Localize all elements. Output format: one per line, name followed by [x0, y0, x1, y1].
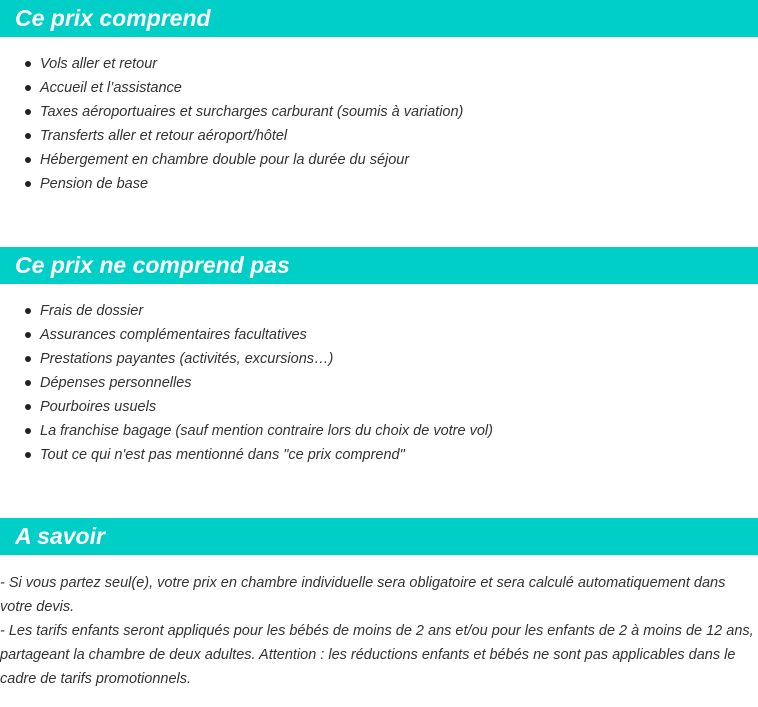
list-item-label: Pension de base — [40, 176, 149, 192]
included-list — [0, 52, 463, 196]
included-section-title: Ce prix comprend — [15, 5, 211, 31]
info-section-header — [0, 518, 758, 555]
bullet-icon — [25, 133, 31, 139]
not-included-section-title: Ce prix ne comprend pas — [15, 252, 290, 278]
info-paragraph-single-room: - Si vous partez seul(e), votre prix en chambre individuelle sera obligatoire et sera calculé automatiquement dans votre devis. — [0, 575, 726, 615]
list-item — [0, 124, 463, 148]
bullet-icon — [25, 109, 31, 115]
list-item — [0, 76, 463, 100]
bullet-icon — [25, 452, 31, 458]
info-text-block — [0, 571, 755, 691]
bullet-icon — [25, 308, 31, 314]
bullet-icon — [25, 404, 31, 410]
list-item-label: Taxes aéroportuaires et surcharges carburant (soumis à variation) — [40, 104, 464, 120]
not-included-section-header — [0, 247, 758, 284]
list-item-label: Frais de dossier — [40, 303, 144, 319]
info-section-title: A savoir — [15, 523, 105, 549]
not-included-list — [0, 299, 493, 467]
list-item-label: Tout ce qui n'est pas mentionné dans "ce prix comprend" — [40, 447, 405, 463]
bullet-icon — [25, 332, 31, 338]
bullet-icon — [25, 356, 31, 362]
bullet-icon — [25, 157, 31, 163]
list-item — [0, 419, 493, 443]
list-item-label: Pourboires usuels — [40, 399, 157, 415]
list-item-label: Hébergement en chambre double pour la durée du séjour — [40, 152, 410, 168]
list-item-label: La franchise bagage (sauf mention contraire lors du choix de votre vol) — [40, 423, 493, 439]
bullet-icon — [25, 380, 31, 386]
list-item — [0, 443, 493, 467]
bullet-icon — [25, 61, 31, 67]
list-item — [0, 299, 493, 323]
included-section-header — [0, 0, 758, 37]
list-item-label: Dépenses personnelles — [40, 375, 192, 391]
bullet-icon — [25, 181, 31, 187]
list-item — [0, 148, 463, 172]
info-paragraph-child-rates: - Les tarifs enfants seront appliqués pour les bébés de moins de 2 ans et/ou pour les enfants de 2 à moins de 12 ans, partageant la chambre de deux adultes. Attention : les réductions enfants et bébés ne sont pas applicables dans le cadre de tarifs promotionnels. — [0, 623, 754, 687]
list-item-label: Accueil et l’assistance — [40, 80, 182, 96]
list-item-label: Vols aller et retour — [40, 56, 158, 72]
list-item-label: Prestations payantes (activités, excursions…) — [40, 351, 334, 367]
list-item — [0, 52, 463, 76]
bullet-icon — [25, 428, 31, 434]
list-item — [0, 347, 493, 371]
list-item — [0, 172, 463, 196]
list-item — [0, 395, 493, 419]
list-item-label: Assurances complémentaires facultatives — [40, 327, 307, 343]
bullet-icon — [25, 85, 31, 91]
list-item — [0, 323, 493, 347]
list-item-label: Transferts aller et retour aéroport/hôtel — [40, 128, 288, 144]
list-item — [0, 371, 493, 395]
list-item — [0, 100, 463, 124]
